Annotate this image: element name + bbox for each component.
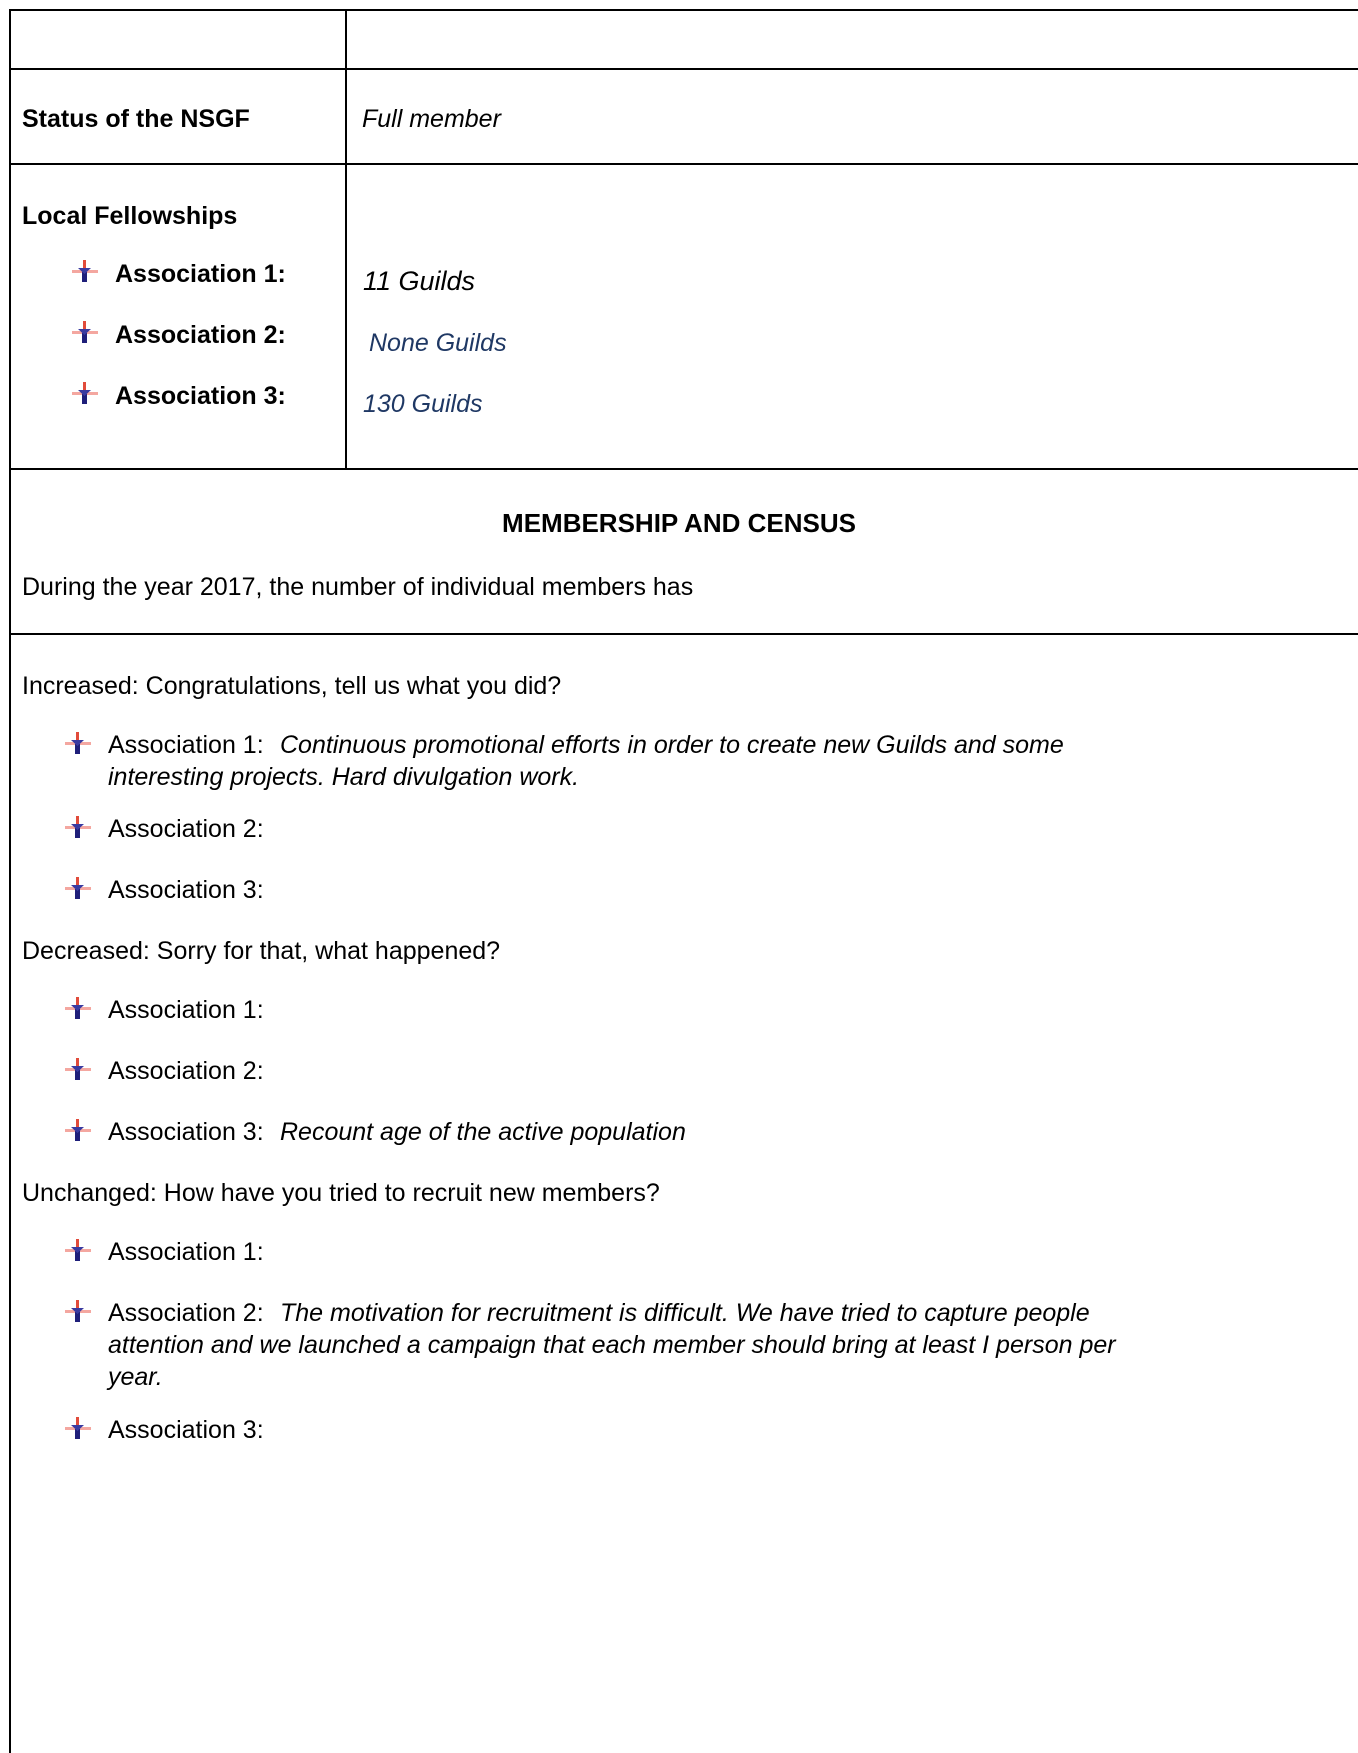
arrow-bullet-icon — [65, 1058, 91, 1080]
status-label: Status of the NSGF — [22, 105, 250, 133]
unchanged-answer-2-cont2: year. — [108, 1363, 163, 1391]
fellowship-value-1: 11 Guilds — [363, 266, 476, 296]
arrow-bullet-icon — [65, 1239, 91, 1261]
unchanged-answer-2: The motivation for recruitment is difficult. We have tried to capture people — [280, 1299, 1090, 1327]
decreased-label-1: Association 1: — [108, 996, 264, 1024]
fellowship-label-2: Association 2: — [115, 321, 286, 349]
increased-label-3: Association 3: — [108, 876, 264, 904]
arrow-bullet-icon — [65, 1300, 91, 1322]
column-divider — [345, 9, 347, 470]
increased-label-2: Association 2: — [108, 815, 264, 843]
arrow-bullet-icon — [72, 321, 98, 343]
increased-answer-1: Continuous promotional efforts in order to create new Guilds and some — [280, 731, 1064, 759]
fellowship-value-2: None Guilds — [369, 329, 507, 357]
intro-text: During the year 2017, the number of individual members has — [22, 573, 694, 601]
row-divider — [9, 468, 1358, 470]
unchanged-label-1: Association 1: — [108, 1238, 264, 1266]
increased-label-1: Association 1: — [108, 731, 264, 759]
arrow-bullet-icon — [65, 816, 91, 838]
local-fellowships-label: Local Fellowships — [22, 202, 238, 230]
fellowship-label-1: Association 1: — [115, 260, 286, 288]
row-divider — [9, 163, 1358, 165]
arrow-bullet-icon — [65, 997, 91, 1019]
unchanged-label-3: Association 3: — [108, 1416, 264, 1444]
section-heading: MEMBERSHIP AND CENSUS — [502, 508, 856, 538]
arrow-bullet-icon — [72, 382, 98, 404]
increased-answer-1-cont: interesting projects. Hard divulgation work. — [108, 763, 580, 791]
decreased-answer-3: Recount age of the active population — [280, 1118, 686, 1146]
increased-question: Increased: Congratulations, tell us what you did? — [22, 672, 562, 700]
arrow-bullet-icon — [65, 1119, 91, 1141]
fellowship-label-3: Association 3: — [115, 382, 286, 410]
row-divider — [9, 68, 1358, 70]
arrow-bullet-icon — [65, 732, 91, 754]
unchanged-label-2: Association 2: — [108, 1299, 264, 1327]
arrow-bullet-icon — [65, 877, 91, 899]
unchanged-answer-2-cont1: attention and we launched a campaign that each member should bring at least I person per — [108, 1331, 1116, 1359]
unchanged-question: Unchanged: How have you tried to recruit new members? — [22, 1179, 660, 1207]
arrow-bullet-icon — [72, 260, 98, 282]
decreased-label-2: Association 2: — [108, 1057, 264, 1085]
status-value: Full member — [362, 105, 501, 133]
decreased-label-3: Association 3: — [108, 1118, 264, 1146]
decreased-question: Decreased: Sorry for that, what happened? — [22, 937, 501, 965]
row-divider — [9, 633, 1358, 635]
arrow-bullet-icon — [65, 1417, 91, 1439]
fellowship-value-3: 130 Guilds — [363, 390, 483, 418]
